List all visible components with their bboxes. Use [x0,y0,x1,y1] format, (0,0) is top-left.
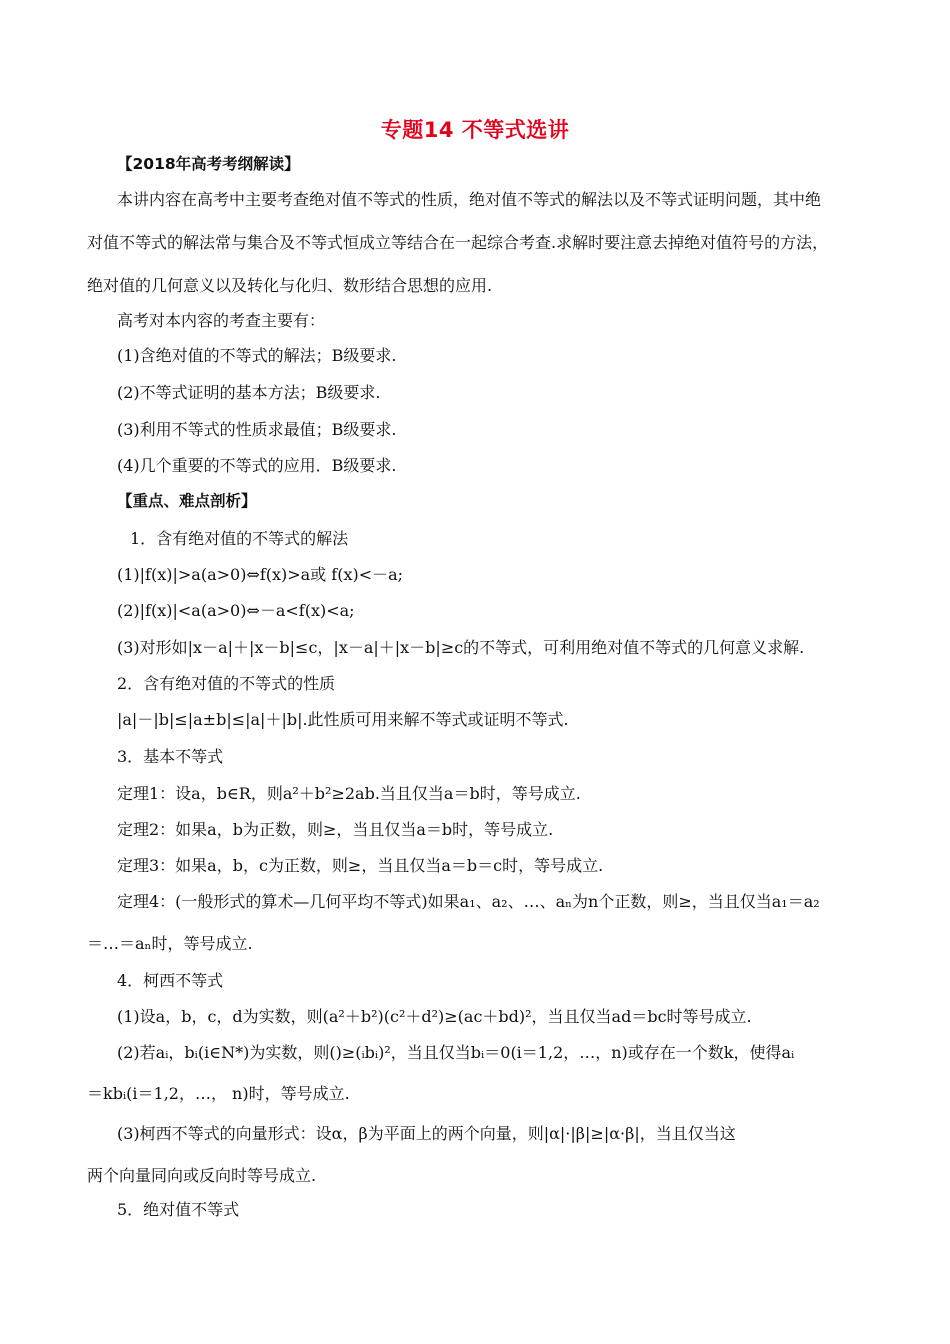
paragraph-line: 本讲内容在高考中主要考查绝对值不等式的性质，绝对值不等式的解法以及不等式证明问题，其中绝 [117,190,822,209]
formula-line: |a|－|b|≤|a±b|≤|a|＋|b|.此性质可用来解不等式或证明不等式. [117,710,569,729]
subsection-heading: 1．含有绝对值的不等式的解法 [130,529,349,548]
subsection-heading: 3．基本不等式 [117,747,224,766]
list-item: (2)不等式证明的基本方法；B级要求. [117,383,381,402]
list-item: (4)几个重要的不等式的应用．B级要求. [117,456,397,475]
list-item: (1)含绝对值的不等式的解法；B级要求. [117,346,397,365]
theorem-line: 定理4：(一般形式的算术—几何平均不等式)如果a₁、a₂、…、aₙ为n个正数，则≥，当且仅当a₁＝a₂ [117,892,820,911]
formula-line: (1)设a，b，c，d为实数，则(a²＋b²)(c²＋d²)≥(ac＋bd)²，当且仅当ad＝bc时等号成立. [117,1007,752,1026]
theorem-line: 定理1：设a，b∈R，则a²＋b²≥2ab.当且仅当a＝b时，等号成立. [117,784,581,803]
theorem-line: 定理2：如果a，b为正数，则≥，当且仅当a＝b时，等号成立. [117,820,554,839]
page-title: 专题14 不等式选讲 [380,118,570,142]
formula-line: (1)|f(x)|>a(a>0)⇔f(x)>a或 f(x)<－a; [117,565,404,584]
subsection-heading: 2．含有绝对值的不等式的性质 [117,674,336,693]
theorem-line: 定理3：如果a，b，c为正数，则≥，当且仅当a＝b＝c时，等号成立. [117,856,604,875]
formula-line: ＝kbᵢ(i＝1,2，…， n)时，等号成立. [87,1084,350,1103]
formula-line: (2)|f(x)|<a(a>0)⇔－a<f(x)<a; [117,601,355,620]
section-heading-key-points: 【重点、难点剖析】 [117,492,257,510]
theorem-line: ＝…＝aₙ时，等号成立. [87,934,253,953]
paragraph-line: 对值不等式的解法常与集合及不等式恒成立等结合在一起综合考查.求解时要注意去掉绝对值符号的方法， [87,233,829,252]
list-item: (3)利用不等式的性质求最值；B级要求. [117,420,397,439]
section-heading-exam-outline: 【2018年高考考纲解读】 [117,155,300,173]
formula-line: 两个向量同向或反向时等号成立. [87,1166,317,1185]
formula-line: (3)柯西不等式的向量形式：设α，β为平面上的两个向量，则|α|·|β|≥|α·β|，当且仅当这 [117,1124,736,1143]
subsection-heading: 5．绝对值不等式 [117,1200,240,1219]
paragraph-line: 绝对值的几何意义以及转化与化归、数形结合思想的应用. [87,276,493,295]
subsection-heading: 4．柯西不等式 [117,971,224,990]
formula-line: (2)若aᵢ，bᵢ(i∈N*)为实数，则()≥(ᵢbᵢ)²，当且仅当bᵢ＝0(i＝1,2，…，n)或存在一个数k，使得aᵢ [117,1043,795,1062]
formula-line: (3)对形如|x－a|＋|x－b|≤c，|x－a|＋|x－b|≥c的不等式，可利用绝对值不等式的几何意义求解. [117,638,805,657]
paragraph-line: 高考对本内容的考查主要有： [117,311,326,330]
